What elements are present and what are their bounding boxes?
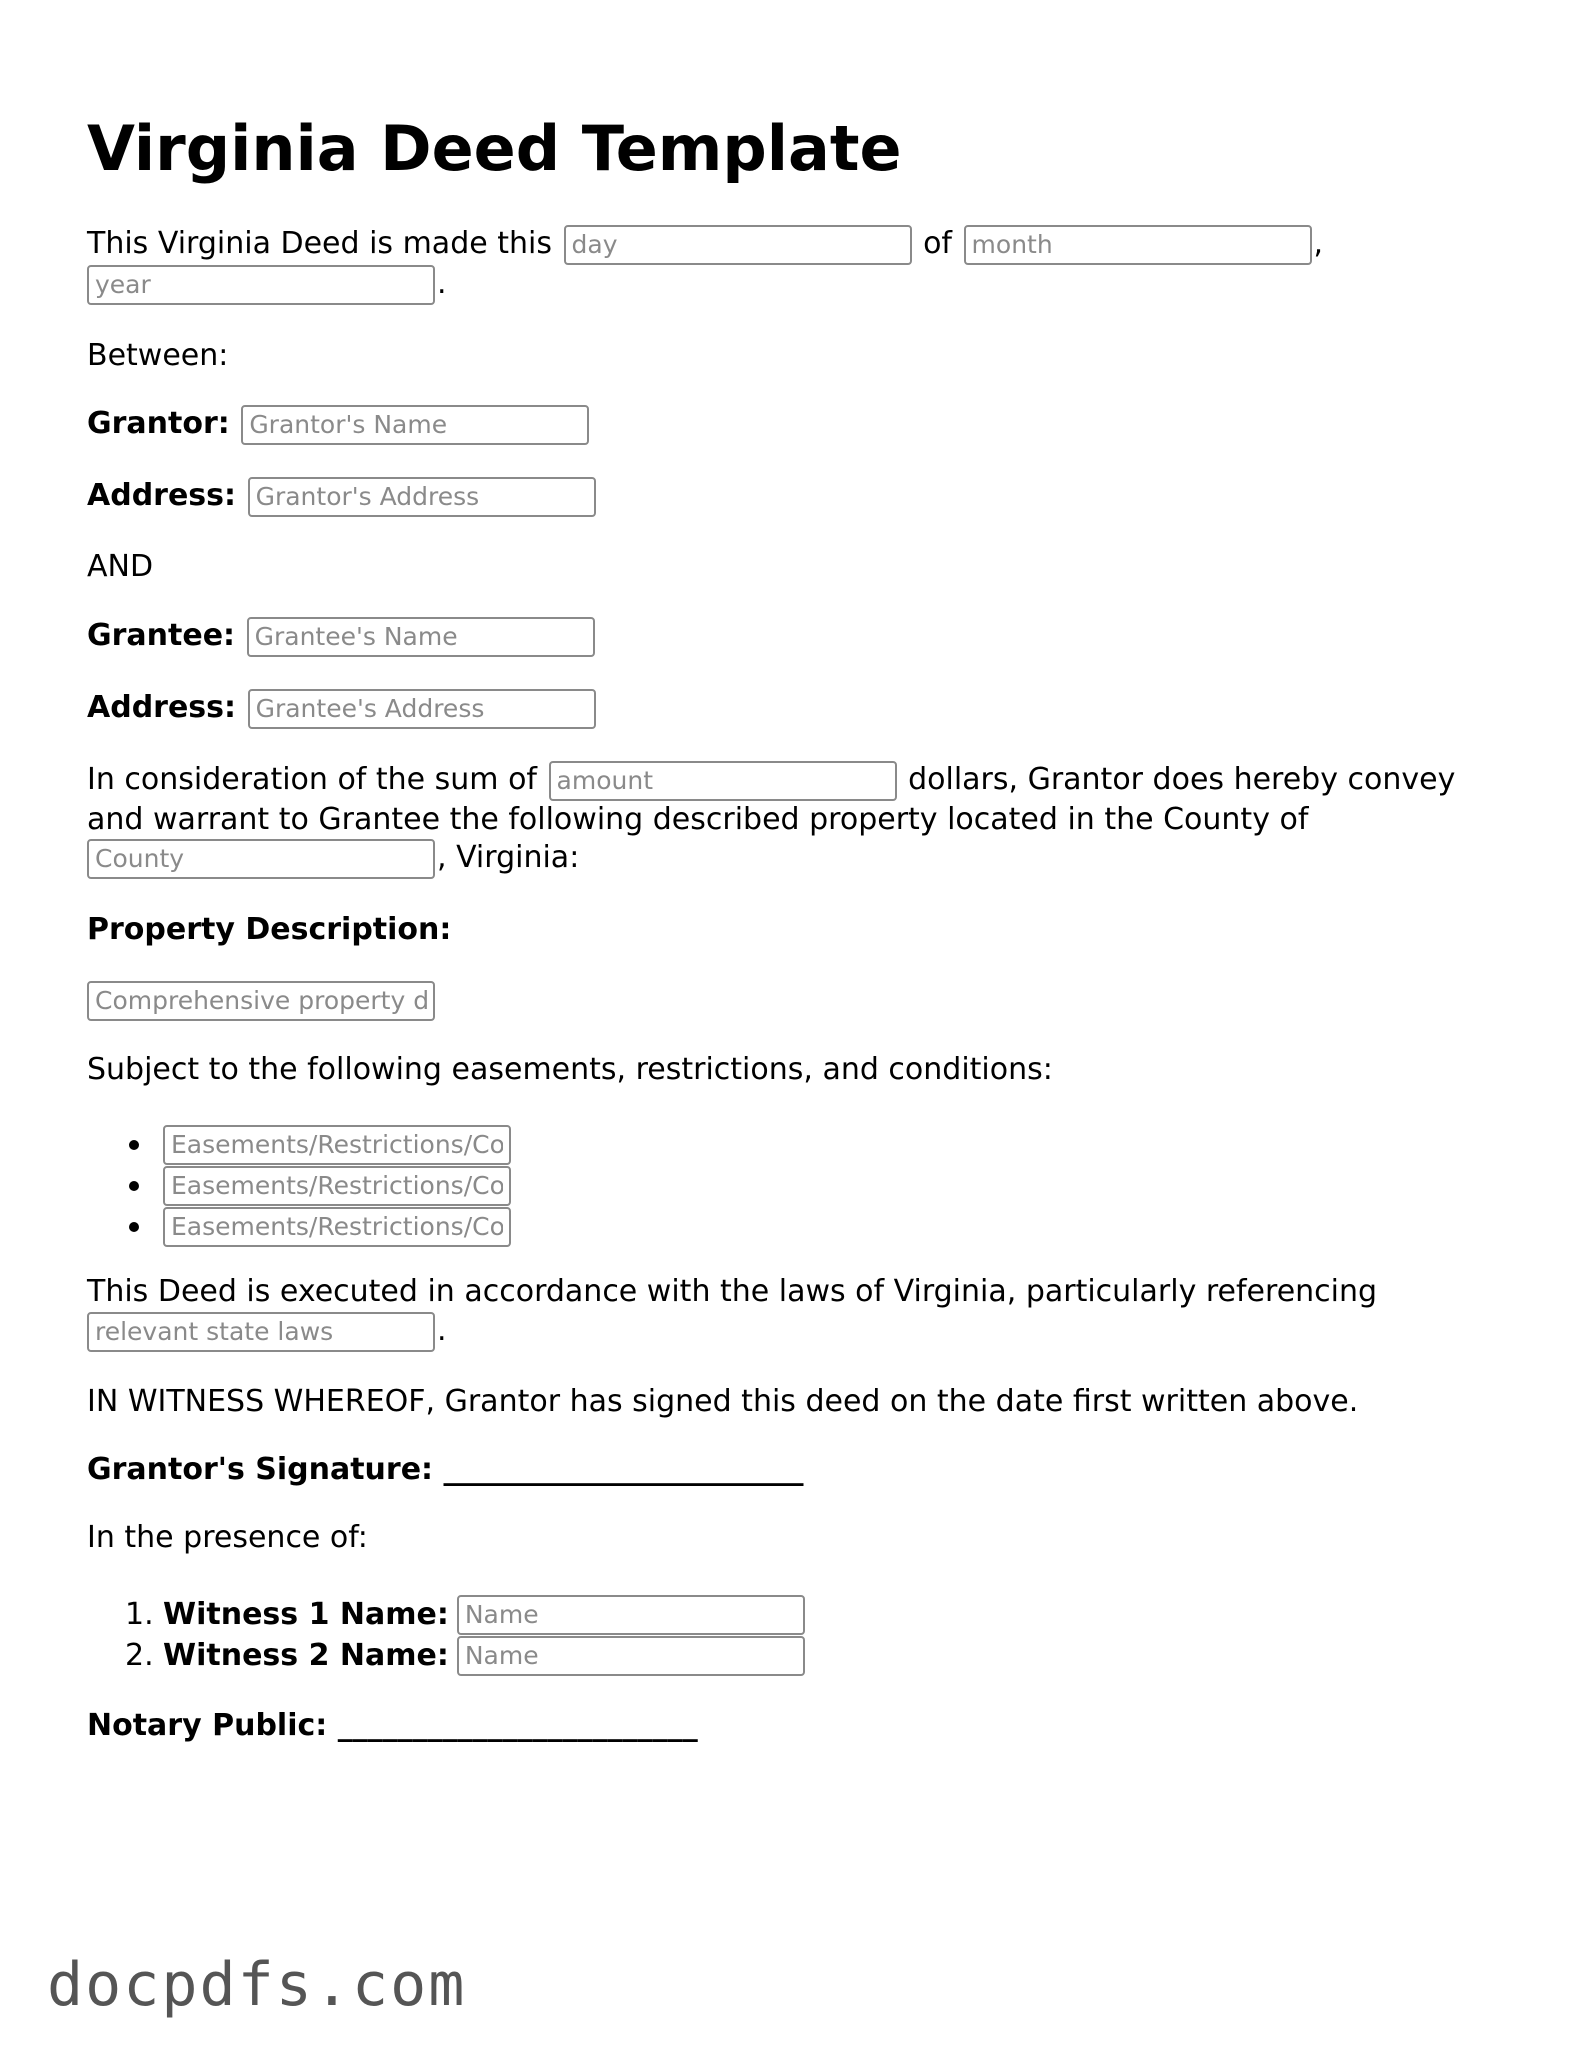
grantor-name-input[interactable] (241, 405, 589, 445)
witness-2-name-input[interactable] (457, 1636, 805, 1676)
witness-2-label: Witness 2 Name: (163, 1638, 449, 1673)
list-number: 2. (125, 1638, 154, 1673)
grantee-address-label: Address: (87, 690, 237, 725)
laws-line-1: This Deed is executed in accordance with the laws of Virginia, particularly referencing (87, 1274, 1378, 1309)
list-item (125, 1594, 807, 1635)
intro-period: . (437, 266, 447, 301)
easement-input-3[interactable] (163, 1207, 511, 1247)
grantee-label: Grantee: (87, 618, 236, 653)
grantor-address-row (87, 476, 598, 517)
virginia-text: , Virginia: (437, 840, 580, 875)
intro-text: This Virginia Deed is made this (87, 226, 552, 261)
grantor-label: Grantor: (87, 406, 230, 441)
property-description-input[interactable] (87, 981, 435, 1021)
intro-comma: , (1313, 226, 1324, 261)
witness-1-name-input[interactable] (457, 1595, 805, 1635)
list-item (125, 1635, 807, 1676)
notary-public-line: Notary Public: ________________________ (87, 1708, 698, 1743)
amount-input[interactable] (549, 761, 897, 801)
bullet-icon (129, 1222, 139, 1232)
year-input[interactable] (87, 265, 435, 305)
property-description-row (85, 980, 437, 1021)
list-item (127, 1206, 513, 1247)
witness-list (125, 1594, 807, 1676)
between-label: Between: (87, 338, 229, 373)
list-item (127, 1124, 513, 1165)
grantor-row (87, 404, 591, 445)
bullet-icon (129, 1140, 139, 1150)
month-input[interactable] (964, 225, 1312, 265)
consideration-convey-text: dollars, Grantor does hereby convey (908, 762, 1456, 797)
subject-text: Subject to the following easements, restrictions, and conditions: (87, 1052, 1053, 1087)
day-input[interactable] (564, 225, 912, 265)
and-label: AND (87, 549, 154, 584)
grantee-address-row (87, 688, 598, 729)
intro-line-2 (85, 264, 447, 305)
consideration-line-2: and warrant to Grantee the following described property located in the County of (87, 802, 1309, 837)
witness-1-label: Witness 1 Name: (163, 1597, 449, 1632)
laws-line-2 (85, 1311, 447, 1352)
grantor-address-input[interactable] (248, 477, 596, 517)
page-title: Virginia Deed Template (87, 112, 902, 185)
grantor-address-label: Address: (87, 478, 237, 513)
witness-whereof-text: IN WITNESS WHEREOF, Grantor has signed this deed on the date first written above. (87, 1384, 1359, 1419)
property-description-label: Property Description: (87, 912, 452, 947)
bullet-icon (129, 1181, 139, 1191)
county-input[interactable] (87, 839, 435, 879)
presence-of-text: In the presence of: (87, 1520, 368, 1555)
grantee-address-input[interactable] (248, 689, 596, 729)
consideration-text: In consideration of the sum of (87, 762, 537, 797)
consideration-line-3 (85, 838, 579, 879)
easements-list (127, 1124, 513, 1247)
intro-of-text: of (923, 226, 952, 261)
list-number: 1. (125, 1597, 154, 1632)
grantee-row (87, 616, 597, 657)
watermark: docpdfs.com (47, 1950, 467, 2020)
state-laws-input[interactable] (87, 1312, 435, 1352)
laws-period: . (437, 1313, 447, 1348)
grantor-signature-line: Grantor's Signature: ________________________ (87, 1452, 804, 1487)
list-item (127, 1165, 513, 1206)
consideration-line-1 (87, 760, 1455, 801)
easement-input-1[interactable] (163, 1125, 511, 1165)
intro-line-1 (87, 224, 1323, 265)
easement-input-2[interactable] (163, 1166, 511, 1206)
grantee-name-input[interactable] (247, 617, 595, 657)
